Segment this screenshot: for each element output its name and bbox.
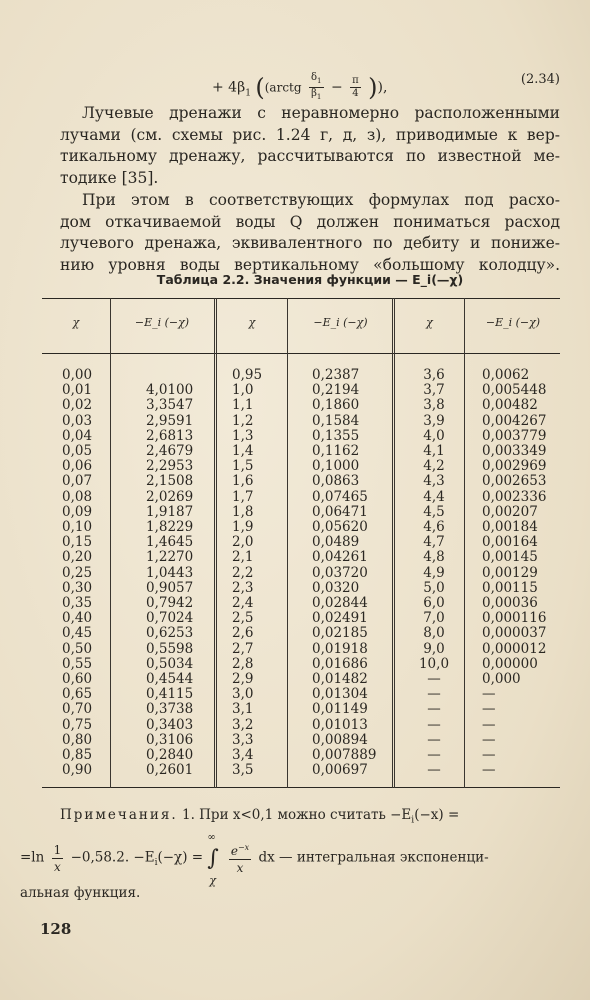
- note-sub: i: [411, 815, 415, 826]
- paragraph-line: тодике [35].: [60, 168, 159, 187]
- table-cell: —: [427, 731, 441, 748]
- table-cell: 0,04: [62, 427, 93, 444]
- table-cell: 0,00482: [482, 397, 538, 414]
- table-cell: 3,4: [232, 747, 254, 764]
- table-cell: 0,70: [62, 701, 93, 718]
- table-cell: 2,8: [232, 655, 254, 672]
- table-cell: 0,002336: [482, 488, 547, 505]
- formula-close: ),: [377, 79, 388, 96]
- table-cell: —: [482, 762, 496, 779]
- table-cell: 0,5034: [146, 655, 194, 672]
- fraction-exp: $\frac{e^{-x}}{x}$: [229, 840, 251, 876]
- paragraph-line: лучами (см. схемы рис. 1.24 г, д, з), приводимые к вер-: [60, 125, 560, 144]
- table-cell: 0,5598: [146, 640, 194, 657]
- column-divider: [110, 298, 111, 788]
- table-cell: 0,90: [62, 762, 93, 779]
- table-cell: 0,2840: [146, 747, 194, 764]
- integral-sign: ∞ ∫ χ: [207, 831, 219, 887]
- table-cell: 2,5: [232, 610, 254, 627]
- table-cell: 0,3738: [146, 701, 194, 718]
- table-cell: 4,6: [423, 519, 445, 536]
- table-cell: 2,7: [232, 640, 254, 657]
- column-divider: [464, 298, 465, 788]
- table-cell: 1,4: [232, 443, 254, 460]
- table-cell: 9,0: [423, 640, 445, 657]
- table-cell: 0,000037: [482, 625, 547, 642]
- table-cell: 0,1584: [312, 412, 360, 429]
- table-caption: Таблица 2.2. Значения функции — E_i(—χ): [156, 272, 464, 287]
- table-cell: 3,9: [423, 412, 445, 429]
- table-cell: 3,8: [423, 397, 445, 414]
- table-cell: 0,7942: [146, 595, 194, 612]
- table-cell: 1,5: [232, 458, 254, 475]
- table-cell: 0,45: [62, 625, 93, 642]
- table-cell: 0,6253: [146, 625, 194, 642]
- table-cell: 0,01918: [312, 640, 368, 657]
- table-cell: 1,2: [232, 412, 254, 429]
- table-header-rule: [42, 353, 560, 354]
- table-cell: 0,75: [62, 716, 93, 733]
- table-cell: —: [427, 671, 441, 688]
- table-cell: 2,0: [232, 534, 254, 551]
- table-cell: 0,02491: [312, 610, 368, 627]
- table-cell: 0,04261: [312, 549, 368, 566]
- table-cell: 0,000: [482, 671, 521, 688]
- table-cell: 1,3: [232, 427, 254, 444]
- note-end: (−x) =: [414, 807, 460, 823]
- table-cell: 0,00894: [312, 731, 368, 748]
- paragraph-2: [60, 190, 560, 276]
- table-cell: 3,3: [232, 731, 254, 748]
- table-cell: 0,25: [62, 564, 93, 581]
- table-cell: 4,0: [423, 427, 445, 444]
- table-cell: 0,00115: [482, 579, 538, 596]
- header-chi-3: χ: [426, 316, 433, 329]
- table-cell: —: [427, 701, 441, 718]
- table-cell: 1,0: [232, 382, 254, 399]
- table-cell: 0,2601: [146, 762, 194, 779]
- note-ln: =ln: [20, 849, 45, 866]
- table-cell: 0,7024: [146, 610, 194, 627]
- table-cell: 2,9591: [146, 412, 194, 429]
- header-ei-3: −E_i (−χ): [485, 316, 541, 329]
- note-end-2: dx — интегральная экспоненци-: [258, 849, 489, 866]
- table-cell: 0,85: [62, 747, 93, 764]
- table-cell: 3,6: [423, 367, 445, 383]
- note-label: Примечания.: [60, 807, 178, 823]
- formula-sub: 1: [245, 88, 251, 99]
- table-cell: 2,4: [232, 595, 254, 612]
- table-cell: 4,4: [423, 488, 445, 505]
- table-cell: 0,05: [62, 443, 93, 460]
- table-cell: 0,01482: [312, 671, 368, 688]
- paragraph-line: дом откачиваемой воды Q должен пониматься расход: [60, 212, 560, 231]
- table-cell: 0,4544: [146, 671, 194, 688]
- table-cell: 0,35: [62, 595, 93, 612]
- table-cell: 0,00: [62, 367, 93, 383]
- table-cell: 0,1162: [312, 443, 360, 460]
- table-cell: 0,95: [232, 367, 263, 383]
- table-cell: 2,2953: [146, 458, 194, 475]
- equation-number: (2.34): [520, 72, 560, 87]
- header-ei-1: −E_i (−χ): [134, 316, 190, 329]
- header-chi-1: χ: [72, 316, 80, 329]
- table-cell: —: [482, 731, 496, 748]
- table-cell: 0,00184: [482, 519, 538, 536]
- table-cell: 0,02: [62, 397, 93, 414]
- fraction-pi-4: $\frac{\pi}{4}$: [352, 75, 359, 99]
- table-cell: 1,6: [232, 473, 254, 490]
- table-cell: 0,0320: [312, 579, 360, 596]
- table-cell: 4,3: [423, 473, 445, 490]
- column-divider: [392, 298, 395, 788]
- column-divider: [287, 298, 288, 788]
- paragraph-line: При этом в соответствующих формулах под расхо-: [82, 191, 560, 209]
- table-cell: 0,1860: [312, 397, 360, 414]
- table-cell: 0,01: [62, 382, 93, 399]
- table-cell: 0,80: [62, 731, 93, 748]
- table-cell: 0,000116: [482, 610, 547, 627]
- table-cell: 5,0: [423, 579, 445, 596]
- formula-minus: −: [330, 79, 343, 96]
- fraction-1-x: $\frac{1}{x}$: [53, 842, 62, 874]
- table-cell: 4,1: [423, 443, 445, 460]
- table-cell: 0,30: [62, 579, 93, 596]
- table-cell: 0,005448: [482, 382, 547, 399]
- paragraph-line: Лучевые дренажи с неравномерно расположенными: [82, 104, 560, 122]
- table-cell: 0,9057: [146, 579, 194, 596]
- table-cell: —: [427, 762, 441, 779]
- table-cell: —: [427, 747, 441, 764]
- table-cell: 0,02185: [312, 625, 368, 642]
- table-cell: 0,004267: [482, 412, 547, 429]
- table-cell: 3,1: [232, 701, 254, 718]
- table-cell: 0,0062: [482, 367, 530, 383]
- table-cell: 0,15: [62, 534, 93, 551]
- table-cell: 0,1000: [312, 458, 360, 475]
- table-cell: 0,50: [62, 640, 93, 657]
- table-cell: 0,003349: [482, 443, 547, 460]
- table-cell: —: [427, 686, 441, 703]
- table-cell: 0,06471: [312, 503, 368, 520]
- table-cell: 0,20: [62, 549, 93, 566]
- table-cell: 0,0863: [312, 473, 360, 490]
- table-cell: 0,2387: [312, 367, 360, 383]
- column-divider: [214, 298, 217, 788]
- table-bottom-rule: [42, 787, 560, 788]
- table-cell: 2,6: [232, 625, 254, 642]
- table-cell: —: [482, 747, 496, 764]
- table-cell: 0,3403: [146, 716, 194, 733]
- table-cell: 1,9: [232, 519, 254, 536]
- table-cell: 0,2194: [312, 382, 360, 399]
- table-cell: 0,003779: [482, 427, 547, 444]
- column-ei-3: [482, 368, 546, 778]
- table-cell: 4,5: [423, 503, 445, 520]
- table-cell: 0,002969: [482, 458, 547, 475]
- table-cell: 0,00036: [482, 595, 538, 612]
- formula-lead: + 4β: [212, 79, 246, 96]
- table-cell: 8,0: [423, 625, 445, 642]
- table-cell: 0,002653: [482, 473, 547, 490]
- formula-arctg: (arctg: [264, 80, 302, 95]
- table-cell: 2,1508: [146, 473, 194, 490]
- table-cell: 2,0269: [146, 488, 194, 505]
- table-cell: 1,8: [232, 503, 254, 520]
- table-cell: 0,65: [62, 686, 93, 703]
- table-cell: 1,7: [232, 488, 254, 505]
- table-cell: 0,40: [62, 610, 93, 627]
- table-cell: 3,2: [232, 716, 254, 733]
- table-cell: [146, 368, 193, 383]
- table-cell: 0,007889: [312, 747, 377, 764]
- table-cell: 1,0443: [146, 564, 194, 581]
- column-ei-1: [146, 368, 193, 778]
- fraction-delta-beta: $\frac{\delta_1}{\beta_1}$: [311, 72, 322, 101]
- table-cell: 1,8229: [146, 519, 194, 536]
- table-cell: 0,00697: [312, 762, 368, 779]
- table-cell: 2,3: [232, 579, 254, 596]
- table-cell: 3,0: [232, 686, 254, 703]
- table-cell: 2,4679: [146, 443, 194, 460]
- formula-2-34: + $4\beta_1$ ((arctg $\frac{\delta_1}{\beta_1}$ − $\frac{\pi}{4}$ )), (2.34): [212, 72, 560, 102]
- table-cell: 0,07: [62, 473, 93, 490]
- page-number: 128: [40, 920, 72, 938]
- table-cell: 0,00129: [482, 564, 538, 581]
- table-cell: 0,09: [62, 503, 93, 520]
- note-line-1: [20, 807, 565, 826]
- table-cell: 0,01013: [312, 716, 368, 733]
- paragraph-line: нию уровня воды вертикальному «большому колодцу».: [60, 255, 560, 274]
- table-cell: 0,05620: [312, 519, 368, 536]
- table-cell: 0,08: [62, 488, 93, 505]
- note-text: 1. При x<0,1 можно считать −E: [181, 807, 412, 823]
- table-cell: 1,4645: [146, 534, 194, 551]
- table-cell: 4,0100: [146, 382, 194, 399]
- table-cell: 3,5: [232, 762, 254, 779]
- column-ei-2: [312, 368, 376, 778]
- paragraph-1: [60, 103, 560, 189]
- table-cell: 0,01304: [312, 686, 368, 703]
- table-cell: 3,3547: [146, 397, 194, 414]
- paragraph-line: тикальному дренажу, рассчитываются по известной ме-: [60, 147, 560, 165]
- table-cell: 0,60: [62, 671, 93, 688]
- values-table: [42, 298, 560, 788]
- table-cell: 0,02844: [312, 595, 368, 612]
- table-cell: 0,10: [62, 519, 93, 536]
- table-cell: 1,2270: [146, 549, 194, 566]
- paragraph-line: лучевого дренажа, эквивалентного по дебиту и пониже-: [60, 234, 560, 252]
- column-chi-1: [62, 368, 92, 778]
- header-ei-2: −E_i (−χ): [313, 316, 368, 329]
- table-cell: 2,2: [232, 564, 254, 581]
- note-line-2: =ln $\frac{1}{x}$ −0,58.2. $-E_i(-\chi)$ = ∞ ∫ χ $\frac{e^{-x}}{x}$ dx — интегральная экспоненци-: [20, 831, 489, 887]
- table-cell: 1,9187: [146, 503, 194, 520]
- table-cell: 0,00164: [482, 534, 538, 551]
- table-cell: 4,8: [423, 549, 445, 566]
- table-cell: 4,9: [423, 564, 445, 581]
- table-cell: 6,0: [423, 595, 445, 612]
- table-cell: 0,4115: [146, 686, 194, 703]
- table-cell: —: [482, 716, 496, 733]
- table-cell: —: [427, 716, 441, 733]
- table-cell: 1,1: [232, 397, 254, 414]
- table-cell: 4,7: [423, 534, 445, 551]
- table-cell: 0,0489: [312, 534, 360, 551]
- table-cell: 0,00207: [482, 503, 538, 520]
- table-cell: 0,07465: [312, 488, 368, 505]
- table-cell: 0,01149: [312, 701, 368, 718]
- table-cell: 0,01686: [312, 655, 368, 672]
- note-mid: −0,58.2. −E: [70, 849, 155, 866]
- table-cell: 2,9: [232, 671, 254, 688]
- table-cell: —: [482, 686, 496, 703]
- table-cell: 2,1: [232, 549, 254, 566]
- note-mid2: (−χ) =: [157, 849, 204, 866]
- table-cell: —: [482, 701, 496, 718]
- table-cell: 4,2: [423, 458, 445, 475]
- column-chi-2: [232, 368, 262, 778]
- table-cell: 0,000012: [482, 640, 547, 657]
- note-line-3: альная функция.: [20, 885, 141, 901]
- table-cell: 3,7: [423, 382, 445, 399]
- header-chi-2: χ: [248, 316, 256, 329]
- table-cell: 0,00000: [482, 655, 538, 672]
- table-cell: 0,00145: [482, 549, 538, 566]
- table-cell: 0,3106: [146, 731, 194, 748]
- table-cell: 0,03: [62, 412, 93, 429]
- table-cell: 2,6813: [146, 427, 194, 444]
- table-cell: 0,06: [62, 458, 93, 475]
- table-cell: 0,55: [62, 655, 93, 672]
- table-cell: 10,0: [418, 655, 450, 672]
- table-cell: 0,03720: [312, 564, 368, 581]
- table-cell: 0,1355: [312, 427, 360, 444]
- column-chi-3: [416, 368, 452, 778]
- table-cell: 7,0: [423, 610, 445, 627]
- table-top-rule: [42, 298, 560, 299]
